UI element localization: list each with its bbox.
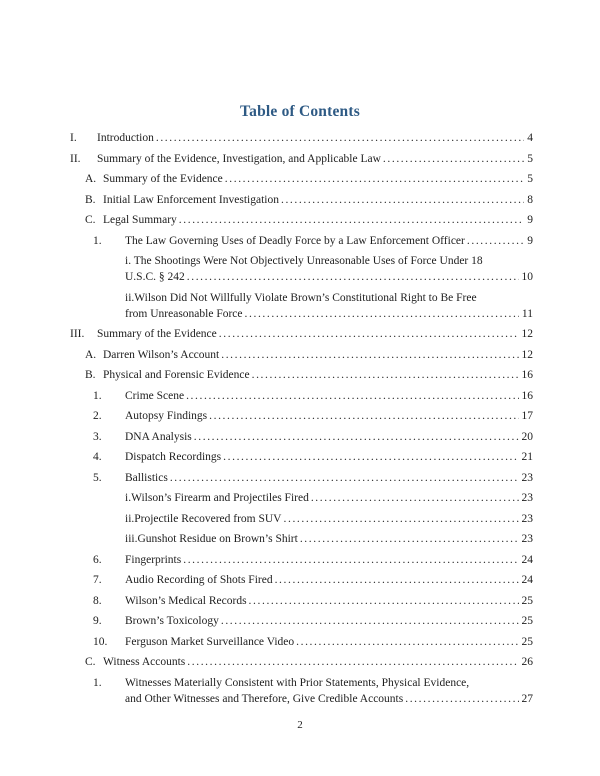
toc-entry-line — [125, 675, 533, 691]
toc-entry-page: 9 — [527, 214, 533, 226]
dot-leader — [225, 171, 524, 187]
toc-entry-page: 12 — [521, 328, 533, 340]
toc-entry-line — [125, 511, 533, 527]
toc-entry-label: 5. — [93, 471, 102, 484]
toc-entry — [70, 675, 533, 707]
toc-entry-text: Dispatch Recordings — [125, 451, 222, 463]
dot-leader — [221, 613, 519, 629]
dot-leader — [245, 306, 519, 322]
dot-leader — [252, 367, 519, 383]
toc-entry-line — [103, 212, 533, 228]
toc-entry-page: 9 — [527, 234, 533, 247]
toc-entry — [70, 151, 533, 167]
toc-entry — [70, 654, 533, 670]
dot-leader — [223, 449, 518, 465]
toc-entry-label: 7. — [93, 574, 102, 586]
toc-entry-line — [103, 192, 533, 208]
toc-entry-text: i.Wilson’s Firearm and Projectiles Fired — [125, 492, 309, 504]
toc-entry-text: ii.Projectile Recovered from SUV — [125, 512, 282, 525]
toc-entry-label: II. — [70, 152, 81, 165]
toc-entry — [70, 613, 533, 629]
toc-entry-text: Crime Scene — [125, 389, 185, 402]
toc-entry — [70, 192, 533, 208]
toc-entry-text: Wilson’s Medical Records — [125, 594, 247, 607]
toc-entry-text: Introduction — [97, 132, 154, 144]
toc-entry-label: 10. — [93, 635, 108, 648]
toc-entry — [70, 429, 533, 445]
toc-entry-page: 4 — [527, 132, 533, 144]
toc-entry-page: 5 — [527, 173, 533, 185]
toc-entry-text: Initial Law Enforcement Investigation — [103, 193, 279, 206]
dot-leader — [219, 326, 519, 342]
toc-entry-page: 24 — [521, 574, 533, 586]
toc-entry-text: Summary of the Evidence, Investigation, and Applicable Law — [97, 152, 381, 165]
dot-leader — [179, 212, 524, 228]
toc-entry-text: Legal Summary — [103, 214, 177, 226]
toc-entry-line — [125, 408, 533, 424]
toc-entry-label: 1. — [93, 676, 102, 689]
dot-leader — [275, 572, 519, 588]
toc-entry-label: C. — [85, 656, 96, 668]
toc-entry — [70, 490, 533, 506]
toc-entry — [70, 634, 533, 650]
toc-entry-line — [103, 347, 533, 363]
toc-entry-page: 23 — [521, 512, 533, 525]
toc-entry-line — [125, 531, 533, 547]
toc-entry-text: Fingerprints — [125, 553, 182, 566]
toc-entry-page: 5 — [527, 152, 533, 165]
toc-entry — [70, 233, 533, 249]
dot-leader — [221, 347, 518, 363]
dot-leader — [383, 151, 524, 167]
toc-entry — [70, 593, 533, 609]
toc-entry-text: Autopsy Findings — [125, 410, 208, 422]
toc-entry-page: 17 — [521, 410, 533, 422]
toc-entry-page: 11 — [521, 307, 533, 320]
toc-entry-line — [97, 326, 533, 342]
toc-entry-label: 1. — [93, 234, 102, 247]
toc-entry-page: 23 — [521, 492, 533, 504]
dot-leader — [281, 192, 524, 208]
toc-entry-label: 2. — [93, 410, 102, 422]
toc-entry-line — [125, 691, 533, 707]
dot-leader — [209, 408, 518, 424]
toc-entry — [70, 290, 533, 322]
toc-list — [70, 130, 533, 707]
toc-entry-page: 25 — [521, 594, 533, 607]
toc-entry-page: 16 — [521, 369, 533, 381]
toc-entry-page: 23 — [521, 471, 533, 484]
toc-entry-text: DNA Analysis — [125, 430, 192, 443]
toc-entry-page: 26 — [521, 656, 533, 668]
toc-entry — [70, 347, 533, 363]
toc-entry-line — [125, 269, 533, 285]
toc-entry-line — [125, 290, 533, 306]
toc-entry — [70, 511, 533, 527]
toc-entry-page: 23 — [521, 533, 533, 545]
dot-leader — [300, 531, 519, 547]
toc-entry-label: 8. — [93, 594, 102, 607]
toc-entry-line — [125, 388, 533, 404]
toc-entry-line — [125, 634, 533, 650]
toc-entry-line — [125, 306, 533, 322]
toc-entry — [70, 449, 533, 465]
toc-entry-line — [125, 613, 533, 629]
toc-entry-line — [125, 429, 533, 445]
toc-entry-text: Physical and Forensic Evidence — [103, 369, 250, 381]
toc-entry-line — [103, 367, 533, 383]
toc-entry — [70, 552, 533, 568]
dot-leader — [284, 511, 519, 527]
toc-entry-label: 9. — [93, 615, 102, 627]
toc-entry — [70, 367, 533, 383]
toc-entry-label: 1. — [93, 389, 102, 402]
toc-entry-text: Witness Accounts — [103, 656, 186, 668]
toc-entry-line — [97, 151, 533, 167]
toc-entry-line — [125, 490, 533, 506]
toc-entry-text: Brown’s Toxicology — [125, 615, 219, 627]
toc-entry-page: 25 — [521, 615, 533, 627]
dot-leader — [194, 429, 519, 445]
toc-entry-page: 10 — [521, 271, 533, 283]
dot-leader — [183, 552, 518, 568]
toc-entry-label: B. — [85, 369, 96, 381]
dot-leader — [249, 593, 519, 609]
toc-entry-label: I. — [70, 132, 77, 144]
toc-entry — [70, 531, 533, 547]
toc-entry-text: Summary of the Evidence — [97, 328, 217, 340]
toc-entry-text: Ferguson Market Surveillance Video — [125, 635, 295, 648]
toc-entry-text: Ballistics — [125, 471, 168, 484]
toc-entry-line — [103, 171, 533, 187]
dot-leader — [405, 691, 518, 707]
toc-entry-label: 4. — [93, 451, 102, 463]
toc-entry-page: 16 — [521, 389, 533, 402]
dot-leader — [311, 490, 519, 506]
toc-entry — [70, 212, 533, 228]
dot-leader — [296, 634, 518, 650]
toc-entry-text: The Law Governing Uses of Deadly Force by a Law Enforcement Officer — [125, 234, 465, 247]
toc-entry-text: U.S.C. § 242 — [125, 271, 185, 283]
toc-entry-text: iii.Gunshot Residue on Brown’s Shirt — [125, 533, 298, 545]
toc-entry-line — [125, 470, 533, 486]
toc-entry-page: 24 — [521, 553, 533, 566]
toc-entry-page: 25 — [521, 635, 533, 648]
toc-entry-label: 6. — [93, 553, 102, 566]
toc-entry-page: 12 — [521, 348, 533, 361]
toc-entry-text: i. The Shootings Were Not Objectively Unreasonable Uses of Force Under 18 — [125, 255, 483, 267]
page-number: 2 — [297, 719, 303, 731]
toc-entry-text: Audio Recording of Shots Fired — [125, 574, 273, 586]
toc-entry — [70, 130, 533, 146]
toc-entry-line — [125, 449, 533, 465]
toc-entry-label: A. — [85, 173, 97, 185]
toc-entry-text: Darren Wilson’s Account — [103, 348, 220, 361]
toc-entry — [70, 253, 533, 285]
toc-entry-text: and Other Witnesses and Therefore, Give Credible Accounts — [125, 692, 404, 705]
dot-leader — [186, 388, 518, 404]
toc-entry-text: from Unreasonable Force — [125, 307, 243, 320]
toc-entry-line — [125, 253, 533, 269]
dot-leader — [187, 269, 519, 285]
toc-entry-label: B. — [85, 193, 96, 206]
toc-entry-text: ii.Wilson Did Not Willfully Violate Brown’s Constitutional Right to Be Free — [125, 291, 477, 304]
toc-entry-line — [97, 130, 533, 146]
toc-entry-text: Summary of the Evidence — [103, 173, 223, 185]
toc-entry-line — [125, 572, 533, 588]
dot-leader — [187, 654, 518, 670]
toc-entry — [70, 388, 533, 404]
toc-entry-line — [125, 233, 533, 249]
toc-entry-line — [103, 654, 533, 670]
toc-entry-page: 20 — [521, 430, 533, 443]
toc-entry — [70, 408, 533, 424]
toc-entry-label: 3. — [93, 430, 102, 443]
toc-entry-label: A. — [85, 348, 97, 361]
toc-entry-line — [125, 593, 533, 609]
toc-entry-label: C. — [85, 214, 96, 226]
dot-leader — [156, 130, 524, 146]
toc-entry-page: 21 — [521, 451, 533, 463]
page-title: Table of Contents — [240, 103, 360, 120]
toc-entry-line — [125, 552, 533, 568]
toc-entry — [70, 326, 533, 342]
dot-leader — [467, 233, 524, 249]
toc-entry — [70, 171, 533, 187]
toc-entry — [70, 470, 533, 486]
toc-entry — [70, 572, 533, 588]
toc-entry-page: 27 — [521, 692, 533, 705]
toc-entry-page: 8 — [527, 193, 533, 206]
toc-entry-label: III. — [70, 328, 85, 340]
dot-leader — [170, 470, 519, 486]
toc-entry-text: Witnesses Materially Consistent with Prior Statements, Physical Evidence, — [125, 676, 470, 689]
